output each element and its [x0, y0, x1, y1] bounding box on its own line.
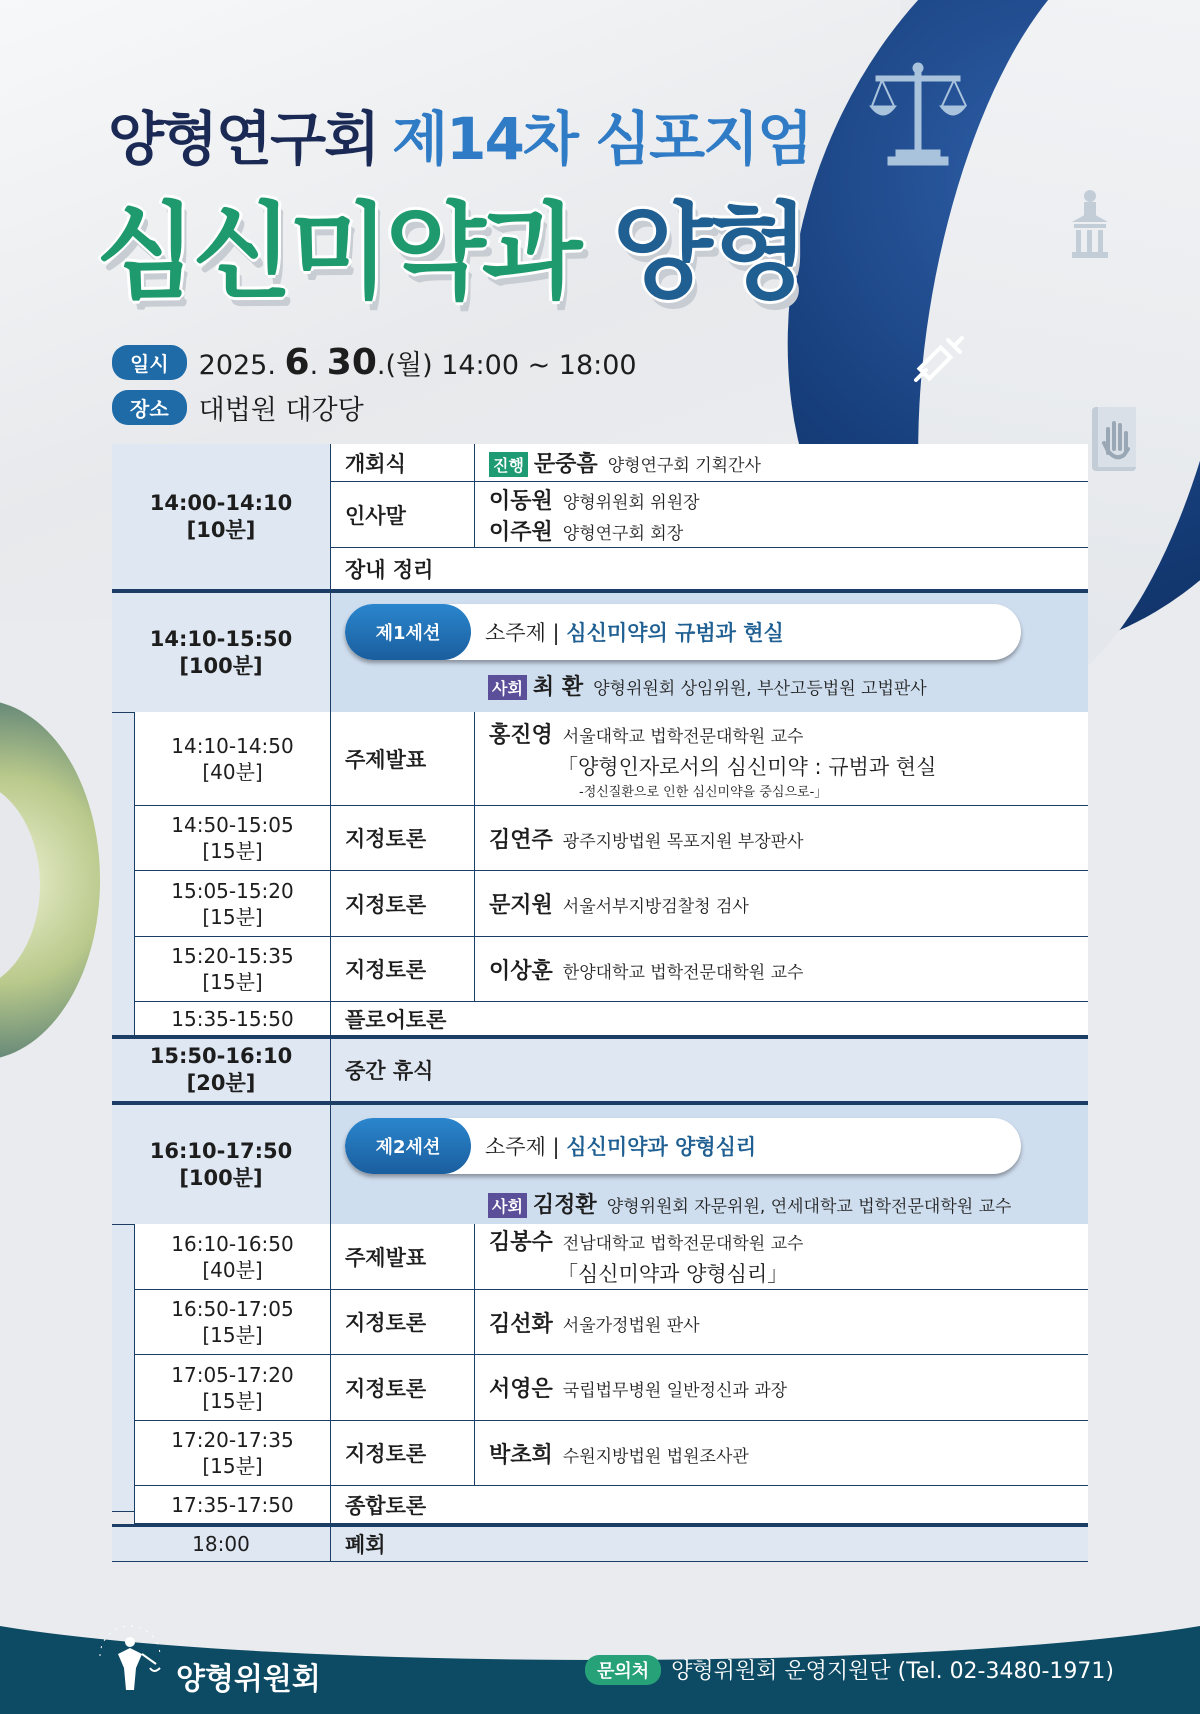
- place-label: 장소: [112, 390, 187, 425]
- contact-label: 문의처: [585, 1655, 661, 1685]
- table-row: [112, 712, 1088, 806]
- oath-book-icon: [1090, 405, 1140, 473]
- opening-host: 진행 문중흠 양형연구회 기획간사: [474, 444, 1088, 482]
- break-label: 중간 휴식: [330, 1039, 1088, 1102]
- opening-ceremony-label: 개회식: [330, 444, 474, 482]
- session1-time: 14:10-15:50 [100분]: [112, 593, 330, 712]
- table-row: 14:50-15:05 [15분] 지정토론 김연주 광주지방법원 목포지원 부장판사: [112, 806, 1088, 871]
- event-heading: [108, 92, 811, 176]
- greeting-speakers: 이동원 양형위원회 위원장 이주원 양형연구회 회장: [474, 482, 1088, 548]
- contact-info: [585, 1654, 1114, 1685]
- table-row: 17:20-17:35 [15분] 지정토론 박초희 수원지방법원 법원조사관: [112, 1421, 1088, 1486]
- closing-row: 18:00 폐회: [112, 1524, 1088, 1562]
- main-title-part1: 심신미약과: [96, 191, 579, 313]
- court-emblem-icon: [90, 1618, 170, 1698]
- session2-chair: 사회 김정환 양형위원회 자문위원, 연세대학교 법학전문대학원 교수: [488, 1188, 1011, 1219]
- footer: [0, 1610, 1200, 1710]
- place-value: 대법원 대강당: [198, 395, 364, 426]
- session1-chair: 사회 최 환 양형위원회 상임위원, 부산고등법원 고법판사: [488, 670, 927, 701]
- table-row: 16:10-16:50 [40분] 주제발표 김봉수 전남대학교 법학전문대학원 교수 「심신미약과 양형심리」: [112, 1224, 1088, 1290]
- table-row: 17:35-17:50 종합토론: [112, 1486, 1088, 1524]
- table-row: 15:05-15:20 [15분] 지정토론 문지원 서울서부지방검찰청 검사: [112, 871, 1088, 937]
- session2-topic-pill: [345, 1118, 1021, 1174]
- main-title: [96, 168, 805, 318]
- contact-text: 양형위원회 운영지원단 (Tel. 02-3480-1971): [671, 1659, 1114, 1684]
- table-row: 17:05-17:20 [15분] 지정토론 서영은 국립법무병원 일반정신과 과장: [112, 1355, 1088, 1421]
- date-label: 일시: [112, 345, 187, 380]
- scales-of-justice-icon: [868, 62, 968, 167]
- session2-time: 16:10-17:50 [100분]: [112, 1105, 330, 1224]
- closing-label: 폐회: [330, 1527, 1088, 1562]
- courthouse-icon: [1070, 190, 1110, 258]
- session1-topic-pill: [345, 604, 1021, 660]
- table-row: 16:50-17:05 [15분] 지정토론 김선화 서울가정법원 판사: [112, 1290, 1088, 1355]
- session1-topic: 소주제 | 심신미약의 규범과 현실: [485, 621, 784, 645]
- program-schedule: [112, 444, 1088, 1574]
- break-row: 15:50-16:10 [20분] 중간 휴식: [112, 1036, 1088, 1102]
- table-row: 15:20-15:35 [15분] 지정토론 이상훈 한양대학교 법학전문대학원 교수: [112, 937, 1088, 1002]
- session2-badge: 제2세션: [345, 1118, 471, 1174]
- table-row: 15:35-15:50 플로어토론: [112, 1002, 1088, 1036]
- greeting-label: 인사말: [330, 482, 474, 548]
- venue-arrangement-label: 장내 정리: [330, 548, 1088, 590]
- footer-org-name: 양형위원회: [176, 1662, 321, 1697]
- place-row: [112, 388, 364, 427]
- event-name: 제14차 심포지엄: [392, 105, 812, 173]
- s1-item1-label: 주제발표: [330, 712, 474, 806]
- s1-item1-detail: 홍진영 서울대학교 법학전문대학원 교수 「양형인자로서의 심신미약 : 규범과 현실 -정신질환으로 인한 심신미약을 중심으로-」: [474, 712, 1088, 806]
- session1-badge: 제1세션: [345, 604, 471, 660]
- s1-item1-time: 14:10-14:50 [40분]: [134, 712, 330, 806]
- main-title-part2: 양형: [612, 191, 806, 313]
- date-value: 2025. 6. 30.(월) 14:00 ~ 18:00: [198, 342, 637, 383]
- s2-item1-time: 16:10-16:50 [40분]: [134, 1224, 330, 1290]
- general-discussion-label: 종합토론: [330, 1486, 1088, 1524]
- org-name: 양형연구회: [108, 105, 379, 173]
- syringe-icon: [910, 330, 966, 386]
- floor-discussion-label: 플로어토론: [330, 1002, 1088, 1036]
- opening-time: 14:00-14:10 [10분]: [112, 444, 330, 590]
- session2-topic: 소주제 | 심신미약과 양형심리: [485, 1135, 757, 1159]
- date-row: [112, 342, 637, 383]
